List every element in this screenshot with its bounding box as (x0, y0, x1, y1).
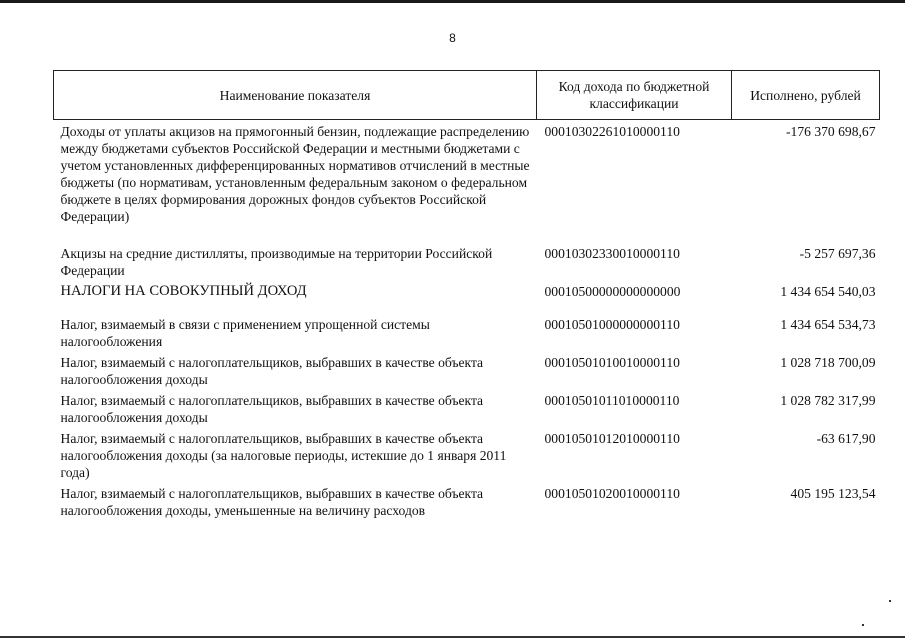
row-code: 00010501000000000110 (544, 317, 680, 332)
table-row (54, 314, 880, 350)
row-code: 00010501020010000110 (544, 486, 680, 501)
top-border-line (0, 0, 905, 3)
row-amount: 1 028 718 700,09 (780, 355, 876, 370)
row-amount: 1 434 654 534,73 (780, 317, 876, 332)
table-row (54, 120, 880, 226)
header-income-code: Код дохода по бюджетной классификации (537, 71, 732, 120)
row-code: 00010302330010000110 (544, 246, 680, 261)
header-executed-amount: Исполнено, рублей (732, 71, 880, 120)
row-name: Налог, взимаемый с налогоплательщиков, выбравших в качестве объекта налогообложения доходы (за налоговые периоды, истекшие до 1 января 2011 года) (60, 431, 507, 480)
row-code: 00010500000000000000 (544, 284, 681, 299)
row-amount: -176 370 698,67 (786, 124, 876, 139)
bottom-border-line (0, 636, 905, 638)
row-amount: -63 617,90 (816, 431, 876, 446)
row-name: Налог, взимаемый с налогоплательщиков, выбравших в качестве объекта налогообложения доходы, уменьшенные на величину расходов (60, 486, 484, 518)
row-amount: 405 195 123,54 (790, 486, 876, 501)
table-row (54, 388, 880, 426)
row-code: 00010501011010000110 (544, 393, 680, 408)
table-row (54, 279, 880, 314)
row-name: НАЛОГИ НА СОВОКУПНЫЙ ДОХОД (60, 283, 307, 299)
row-name: Налог, взимаемый в связи с применением упрощенной системы налогообложения (60, 317, 430, 349)
row-code: 00010302261010000110 (544, 124, 680, 139)
budget-table (53, 70, 880, 519)
row-amount: 1 028 782 317,99 (780, 393, 876, 408)
row-name: Налог, взимаемый с налогоплательщиков, выбравших в качестве объекта налогообложения доходы (60, 393, 484, 425)
table-row (54, 245, 880, 279)
row-name: Доходы от уплаты акцизов на прямогонный бензин, подлежащие распределению между бюджетами субъектов Российской Федерации и местными бюджетами с учетом установленных дифференцированных нормативов отчислений в местные бюджеты (по нормативам, установленным федеральным законом о федеральном бюджете в целях формирования дорожных фондов субъектов Российской Федерации) (60, 124, 530, 224)
page-number: 8 (449, 31, 456, 45)
table-row (54, 481, 880, 519)
row-code: 00010501012010000110 (544, 431, 680, 446)
scan-speck (862, 624, 864, 626)
row-amount: 1 434 654 540,03 (780, 284, 876, 299)
table-row (54, 426, 880, 481)
row-name: Налог, взимаемый с налогоплательщиков, выбравших в качестве объекта налогообложения доходы (60, 355, 484, 387)
table-row (54, 350, 880, 388)
row-code: 00010501010010000110 (544, 355, 680, 370)
row-name: Акцизы на средние дистилляты, производимые на территории Российской Федерации (60, 246, 493, 278)
table-header-row (54, 71, 880, 120)
row-spacer (54, 225, 880, 245)
row-amount: -5 257 697,36 (799, 246, 876, 261)
scan-speck (889, 600, 891, 602)
header-indicator-name: Наименование показателя (54, 71, 537, 120)
